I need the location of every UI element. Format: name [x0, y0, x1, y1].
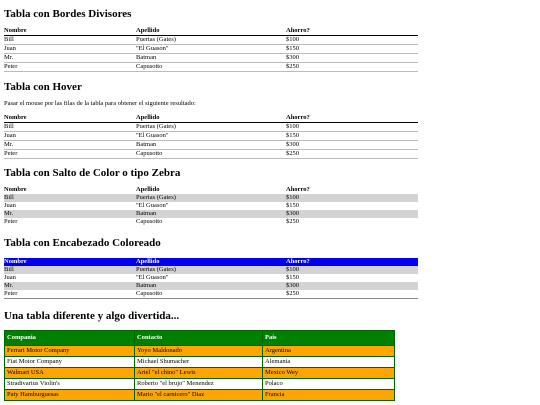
table-row: [5, 346, 395, 357]
cell: Puertas (Gates): [136, 123, 176, 130]
cell: Argentina: [263, 346, 395, 357]
column-header: Ahorro?: [286, 114, 310, 121]
cell: Capusotto: [136, 218, 163, 225]
table-row: [4, 36, 418, 45]
column-header: Ahorro?: [286, 27, 310, 34]
cell: $250: [286, 290, 299, 297]
cell: $300: [286, 141, 299, 148]
cell: Alemania: [263, 357, 395, 368]
table-row: [4, 266, 418, 274]
table-row: [4, 202, 418, 210]
cell: $300: [286, 282, 299, 289]
table-row: [5, 379, 395, 390]
cell: Stradivarius Violin's: [5, 379, 135, 390]
column-header: Ahorro?: [286, 186, 310, 193]
column-header: Contacto: [135, 331, 263, 346]
cell: Mr.: [4, 54, 14, 61]
table-borders: [4, 27, 418, 72]
cell: $100: [286, 123, 299, 130]
column-header: Ahorro?: [286, 258, 310, 265]
cell: $100: [286, 266, 299, 273]
cell: Mr.: [4, 282, 14, 289]
cell: $250: [286, 150, 299, 157]
cell: Ariel "el chino" Lewis: [135, 368, 263, 379]
cell: Fiat Motor Company: [5, 357, 135, 368]
table-colored-header: [4, 258, 418, 299]
cell: Yoyo Maldonado: [135, 346, 263, 357]
cell: Bill: [4, 194, 14, 201]
cell: $150: [286, 274, 299, 281]
table-row: [5, 357, 395, 368]
column-header: Nombre: [4, 27, 27, 34]
table-row: [4, 45, 418, 54]
section-title-borders: Tabla con Bordes Divisores: [4, 8, 132, 20]
cell: Polaco: [263, 379, 395, 390]
cell: $150: [286, 45, 299, 52]
cell: Peter: [4, 150, 18, 157]
cell: "El Guason": [136, 274, 169, 281]
cell: $100: [286, 36, 299, 43]
table-header-row: [4, 27, 418, 36]
table-row: [4, 210, 418, 218]
column-header: Nombre: [4, 114, 27, 121]
table-fun: [4, 330, 395, 401]
table-row: [4, 282, 418, 290]
cell: Mexico Wey: [263, 368, 395, 379]
cell: Puertas (Gates): [136, 194, 176, 201]
cell: Peter: [4, 290, 18, 297]
section-title-fun: Una tabla diferente y algo divertida...: [4, 310, 180, 322]
table-row: [4, 54, 418, 63]
table-header-row: [4, 186, 418, 194]
column-header: Apellido: [136, 186, 160, 193]
column-header: Apellido: [136, 114, 160, 121]
cell: Puertas (Gates): [136, 266, 176, 273]
cell: Francia: [263, 390, 395, 401]
section-title-zebra: Tabla con Salto de Color o tipo Zebra: [4, 167, 181, 179]
table-row[interactable]: [4, 123, 418, 132]
table-hover[interactable]: [4, 114, 418, 159]
cell: $100: [286, 194, 299, 201]
table-header-row: [4, 114, 418, 123]
table-row: [5, 368, 395, 379]
cell: Capusotto: [136, 63, 163, 70]
cell: "El Guason": [136, 45, 169, 52]
cell: Capusotto: [136, 290, 163, 297]
table-row: [4, 63, 418, 72]
table-row: [4, 218, 418, 226]
cell: Peter: [4, 218, 18, 225]
cell: $250: [286, 63, 299, 70]
cell: Mario "el carnicero" Diaz: [135, 390, 263, 401]
cell: Juan: [4, 132, 16, 139]
section-title-colored-header: Tabla con Encabezado Coloreado: [4, 237, 161, 249]
cell: Puertas (Gates): [136, 36, 176, 43]
table-row: [4, 194, 418, 202]
cell: $300: [286, 54, 299, 61]
column-header: Pais: [263, 331, 395, 346]
cell: $250: [286, 218, 299, 225]
table-header-row: [5, 331, 395, 346]
cell: $150: [286, 132, 299, 139]
column-header: Nombre: [4, 258, 27, 265]
cell: Paty Hamburguesas: [5, 390, 135, 401]
cell: Bill: [4, 266, 14, 273]
hover-instructions: Pasar el mouse por las filas de la tabla para obtener el siguiente resultado:: [4, 100, 196, 107]
cell: Batman: [136, 210, 157, 217]
cell: Batman: [136, 282, 157, 289]
section-title-hover: Tabla con Hover: [4, 81, 82, 93]
cell: Bill: [4, 36, 14, 43]
cell: $150: [286, 202, 299, 209]
cell: Batman: [136, 54, 157, 61]
cell: Juan: [4, 202, 16, 209]
cell: Ferrari Motor Company: [5, 346, 135, 357]
cell: "El Guason": [136, 202, 169, 209]
column-header: Compania: [5, 331, 135, 346]
cell: Mr.: [4, 210, 14, 217]
cell: "El Guason": [136, 132, 169, 139]
table-row[interactable]: [4, 132, 418, 141]
table-header-row: [4, 258, 418, 266]
cell: Michael Shumacher: [135, 357, 263, 368]
column-header: Apellido: [136, 258, 160, 265]
cell: Roberto "el brujo" Menendez: [135, 379, 263, 390]
table-row: [4, 274, 418, 282]
cell: Juan: [4, 274, 16, 281]
cell: Bill: [4, 123, 14, 130]
cell: Peter: [4, 63, 18, 70]
table-zebra: [4, 186, 418, 226]
table-row: [4, 290, 418, 299]
cell: Walmart USA: [5, 368, 135, 379]
cell: Mr.: [4, 141, 14, 148]
cell: Juan: [4, 45, 16, 52]
column-header: Nombre: [4, 186, 27, 193]
cell: Batman: [136, 141, 157, 148]
cell: $300: [286, 210, 299, 217]
table-row[interactable]: [4, 141, 418, 150]
column-header: Apellido: [136, 27, 160, 34]
cell: Capusotto: [136, 150, 163, 157]
table-row: [5, 390, 395, 401]
table-row[interactable]: [4, 150, 418, 159]
